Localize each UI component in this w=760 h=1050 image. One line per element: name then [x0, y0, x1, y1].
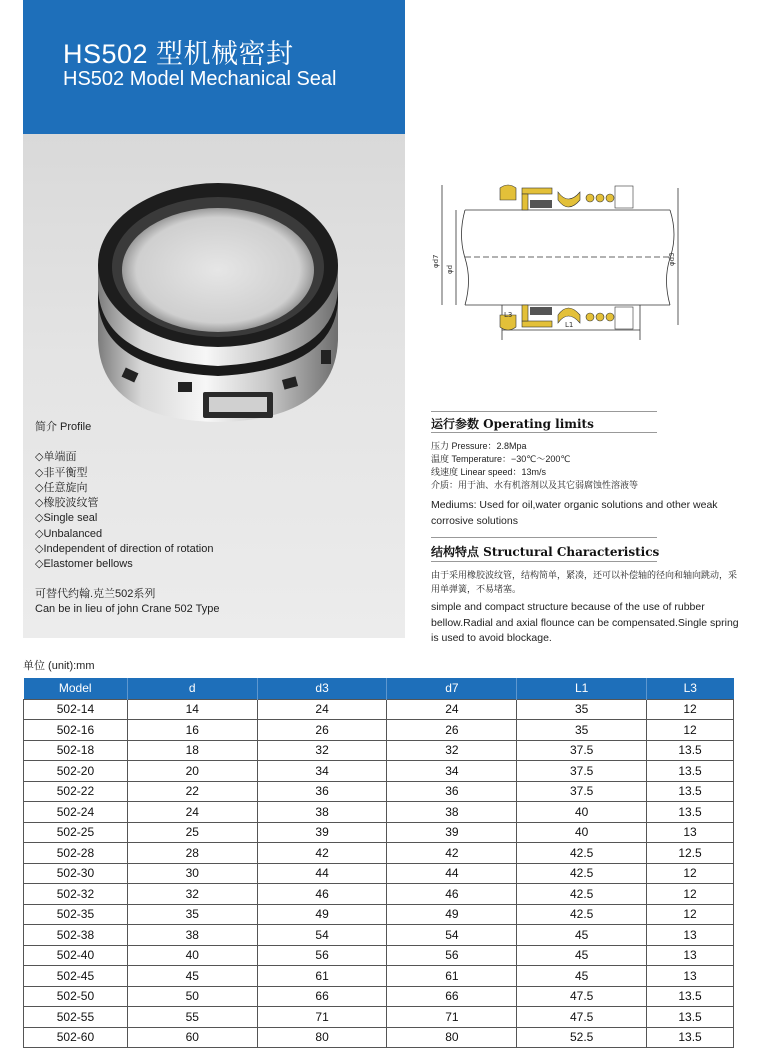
table-cell: 502-30	[24, 863, 128, 884]
col-d7: d7	[387, 678, 517, 699]
table-cell: 20	[127, 761, 257, 782]
col-l1: L1	[517, 678, 647, 699]
table-row	[24, 966, 734, 987]
table-cell: 12	[647, 884, 734, 905]
profile-heading: 简介 Profile	[35, 421, 92, 433]
table-cell: 40	[517, 802, 647, 823]
table-cell: 13.5	[647, 761, 734, 782]
table-row	[24, 1027, 734, 1048]
operating-title: 运行参数 Operating limits	[431, 417, 594, 431]
medium-cn: 介质：用于油、水有机溶剂以及其它弱腐蚀性溶液等	[431, 480, 639, 490]
table-cell: 502-35	[24, 904, 128, 925]
table-cell: 42	[257, 843, 387, 864]
table-row	[24, 986, 734, 1007]
table-row	[24, 740, 734, 761]
table-cell: 42.5	[517, 863, 647, 884]
table-cell: 26	[387, 720, 517, 741]
table-cell: 40	[127, 945, 257, 966]
table-cell: 12	[647, 863, 734, 884]
label-d: φd	[446, 264, 454, 274]
table-cell: 12	[647, 904, 734, 925]
feature-item: ◇任意旋向	[35, 481, 88, 494]
table-cell: 39	[257, 822, 387, 843]
table-cell: 502-28	[24, 843, 128, 864]
table-header-row	[24, 678, 734, 699]
divider	[431, 561, 657, 562]
table-cell: 38	[257, 802, 387, 823]
table-cell: 502-25	[24, 822, 128, 843]
table-body	[24, 699, 734, 1048]
table-row	[24, 884, 734, 905]
table-cell: 49	[387, 904, 517, 925]
table-row	[24, 802, 734, 823]
replacement-cn: 可替代约翰.克兰502系列	[35, 587, 156, 600]
table-row	[24, 761, 734, 782]
label-l3: L3	[504, 311, 513, 319]
table-cell: 42.5	[517, 884, 647, 905]
feature-item: ◇Independent of direction of rotation	[35, 543, 214, 556]
table-row	[24, 720, 734, 741]
label-d7: φd7	[432, 254, 440, 268]
table-cell: 52.5	[517, 1027, 647, 1048]
table-cell: 16	[127, 720, 257, 741]
table-cell: 47.5	[517, 1007, 647, 1028]
linear-speed: 线速度 Linear speed：13m/s	[431, 467, 547, 477]
table-cell: 42	[387, 843, 517, 864]
table-cell: 66	[387, 986, 517, 1007]
structural-title: 结构特点 Structural Characteristics	[431, 545, 660, 559]
table-cell: 42.5	[517, 904, 647, 925]
table-cell: 12	[647, 699, 734, 720]
table-cell: 13	[647, 822, 734, 843]
table-cell: 71	[257, 1007, 387, 1028]
table-cell: 47.5	[517, 986, 647, 1007]
table-cell: 46	[387, 884, 517, 905]
table-cell: 13.5	[647, 740, 734, 761]
feature-item: ◇非平衡型	[35, 466, 88, 479]
feature-item: ◇单端面	[35, 451, 77, 464]
table-cell: 45	[517, 966, 647, 987]
table-cell: 35	[127, 904, 257, 925]
table-cell: 22	[127, 781, 257, 802]
feature-item: ◇橡胶波纹管	[35, 497, 99, 510]
seal-cross-section-diagram	[430, 180, 690, 350]
table-cell: 14	[127, 699, 257, 720]
table-cell: 24	[387, 699, 517, 720]
divider	[431, 537, 657, 538]
table-cell: 13	[647, 925, 734, 946]
table-row	[24, 822, 734, 843]
table-cell: 50	[127, 986, 257, 1007]
table-cell: 26	[257, 720, 387, 741]
col-l3: L3	[647, 678, 734, 699]
table-cell: 502-16	[24, 720, 128, 741]
table-row	[24, 925, 734, 946]
table-cell: 45	[517, 945, 647, 966]
table-cell: 13	[647, 945, 734, 966]
divider	[431, 432, 657, 433]
feature-item: ◇Elastomer bellows	[35, 558, 133, 571]
mediums-en: Mediums: Used for oil,water organic solutions and other weak corrosive solutions	[431, 499, 718, 527]
table-cell: 13.5	[647, 1027, 734, 1048]
pressure: 压力 Pressure：2.8Mpa	[431, 441, 527, 451]
table-cell: 42.5	[517, 843, 647, 864]
table-cell: 502-20	[24, 761, 128, 782]
table-cell: 25	[127, 822, 257, 843]
table-cell: 45	[127, 966, 257, 987]
table-cell: 502-32	[24, 884, 128, 905]
table-cell: 502-38	[24, 925, 128, 946]
table-cell: 61	[387, 966, 517, 987]
unit-label: 单位 (unit):mm	[23, 660, 95, 672]
table-row	[24, 781, 734, 802]
col-model: Model	[24, 678, 128, 699]
table-cell: 37.5	[517, 761, 647, 782]
table-cell: 502-14	[24, 699, 128, 720]
table-cell: 13.5	[647, 781, 734, 802]
table-cell: 38	[127, 925, 257, 946]
table-cell: 502-40	[24, 945, 128, 966]
table-cell: 18	[127, 740, 257, 761]
table-cell: 46	[257, 884, 387, 905]
table-cell: 38	[387, 802, 517, 823]
table-cell: 56	[387, 945, 517, 966]
table-cell: 35	[517, 720, 647, 741]
table-cell: 80	[387, 1027, 517, 1048]
table-cell: 13.5	[647, 802, 734, 823]
table-cell: 37.5	[517, 740, 647, 761]
table-cell: 54	[257, 925, 387, 946]
table-cell: 80	[257, 1027, 387, 1048]
table-cell: 502-55	[24, 1007, 128, 1028]
table-cell: 44	[387, 863, 517, 884]
table-cell: 34	[387, 761, 517, 782]
table-cell: 13.5	[647, 986, 734, 1007]
table-cell: 34	[257, 761, 387, 782]
table-cell: 37.5	[517, 781, 647, 802]
mechanical-seal-photo	[83, 170, 353, 426]
table-cell: 502-60	[24, 1027, 128, 1048]
operating-params	[431, 440, 638, 492]
table-cell: 12	[647, 720, 734, 741]
table-cell: 32	[127, 884, 257, 905]
table-row	[24, 843, 734, 864]
table-cell: 71	[387, 1007, 517, 1028]
feature-item: ◇Unbalanced	[35, 527, 103, 540]
table-cell: 61	[257, 966, 387, 987]
table-cell: 24	[257, 699, 387, 720]
table-row	[24, 904, 734, 925]
table-cell: 32	[257, 740, 387, 761]
spec-table	[23, 678, 734, 1048]
table-cell: 12.5	[647, 843, 734, 864]
label-d3: φd3	[668, 252, 676, 266]
title-en: HS502 Model Mechanical Seal	[63, 68, 337, 90]
table-cell: 49	[257, 904, 387, 925]
table-cell: 66	[257, 986, 387, 1007]
title-cn: HS502 型机械密封	[63, 39, 294, 69]
table-cell: 502-22	[24, 781, 128, 802]
table-row	[24, 945, 734, 966]
replacement-en: Can be in lieu of john Crane 502 Type	[35, 602, 220, 615]
table-cell: 32	[387, 740, 517, 761]
table-cell: 44	[257, 863, 387, 884]
table-cell: 30	[127, 863, 257, 884]
profile-section	[35, 420, 219, 617]
table-cell: 60	[127, 1027, 257, 1048]
temperature: 温度 Temperature：−30℃～200℃	[431, 454, 571, 464]
table-cell: 13.5	[647, 1007, 734, 1028]
table-cell: 55	[127, 1007, 257, 1028]
table-cell: 502-45	[24, 966, 128, 987]
table-row	[24, 699, 734, 720]
table-cell: 28	[127, 843, 257, 864]
table-cell: 502-50	[24, 986, 128, 1007]
col-d: d	[127, 678, 257, 699]
table-cell: 56	[257, 945, 387, 966]
table-row	[24, 863, 734, 884]
table-cell: 502-24	[24, 802, 128, 823]
col-d3: d3	[257, 678, 387, 699]
table-cell: 39	[387, 822, 517, 843]
structural-cn: 由于采用橡胶波纹管，结构简单，紧凑，还可以补偿轴的径向和轴向跳动，采用单弹簧，不易堵塞。	[431, 570, 738, 594]
table-cell: 40	[517, 822, 647, 843]
table-cell: 35	[517, 699, 647, 720]
table-cell: 13	[647, 966, 734, 987]
table-cell: 502-18	[24, 740, 128, 761]
table-cell: 45	[517, 925, 647, 946]
divider	[431, 411, 657, 412]
structural-en: simple and compact structure because of the use of rubber bellow.Radial and axial flounce can be compensated.Single spring is used to avoid blockage.	[431, 601, 739, 644]
feature-item: ◇Single seal	[35, 512, 98, 525]
table-cell: 36	[257, 781, 387, 802]
table-cell: 36	[387, 781, 517, 802]
table-cell: 24	[127, 802, 257, 823]
table-cell: 54	[387, 925, 517, 946]
table-row	[24, 1007, 734, 1028]
label-l1: L1	[565, 321, 574, 329]
title-banner	[23, 0, 405, 134]
